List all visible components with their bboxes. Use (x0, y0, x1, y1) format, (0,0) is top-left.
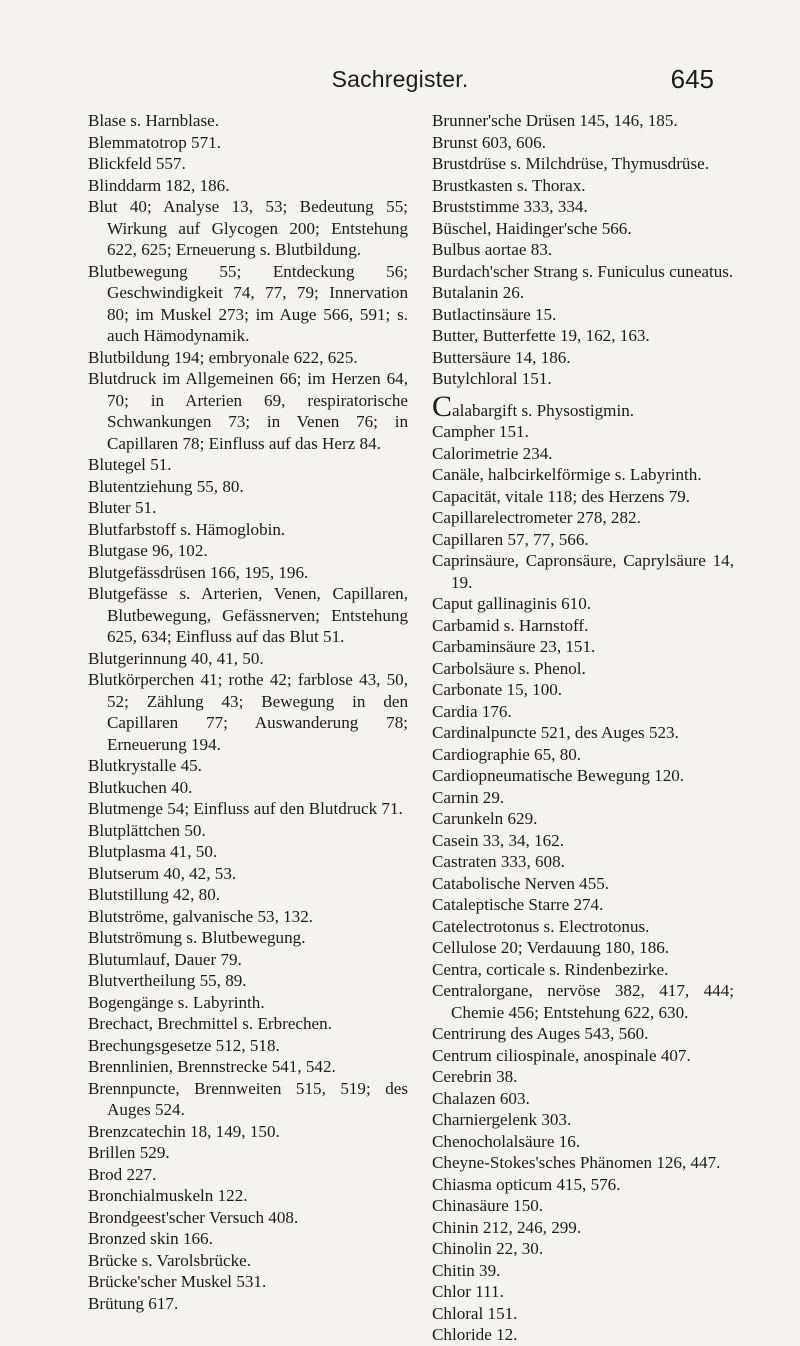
index-entry: Blickfeld 557. (88, 154, 186, 173)
index-entry: Cheyne-Stokes'sches Phänomen 126, 447. (432, 1153, 721, 1172)
index-entry: Castraten 333, 608. (432, 852, 565, 871)
index-entry: Bronchialmuskeln 122. (88, 1186, 248, 1205)
index-entry: Blutplasma 41, 50. (88, 842, 218, 861)
index-entry: Bronzed skin 166. (88, 1229, 213, 1248)
index-entry: Chiasma opticum 415, 576. (432, 1174, 621, 1194)
index-entry: Chitin 39. (432, 1260, 501, 1280)
index-entry: Blutgefässe s. Arterien, Venen, Capillaren, Blutbewegung, Gefässnerven; Entstehung 625, 634; Einfluss auf das Blut 51. (88, 584, 408, 646)
index-entry: Brechungsgesetze 512, 518. (88, 1035, 280, 1055)
index-entry: Brunst 603, 606. (432, 132, 546, 152)
index-entry: Chloride 12. (432, 1325, 518, 1344)
index-entry: Butalanin 26. (432, 283, 525, 302)
index-entry: Calorimetrie 234. (432, 443, 553, 463)
index-entry: Blutströmung s. Blutbewegung. (88, 928, 306, 947)
index-entry: Blase s. Harnblase. (88, 111, 220, 130)
index-entry: Brechact, Brechmittel s. Erbrechen. (88, 1014, 332, 1033)
index-entry: Catelectrotonus s. Electrotonus. (432, 916, 650, 936)
index-entry: Blutdruck im Allgemeinen 66; im Herzen 64, 70; in Arterien 69, respiratorische Schwankungen 73; in Venen 76; in Capillaren 78; Einfluss auf das Herz 84. (88, 369, 408, 453)
index-entry: Carnin 29. (432, 787, 505, 807)
running-title: Sachregister. (331, 66, 469, 92)
index-entry: Brütung 617. (88, 1293, 179, 1313)
page-header (0, 66, 800, 96)
index-entry: Cardiographie 65, 80. (432, 744, 582, 764)
index-entry: Centralorgane, nervöse 382, 417, 444; Chemie 456; Entstehung 622, 630. (432, 981, 734, 1022)
index-entry: Blutkrystalle 45. (88, 756, 202, 775)
index-entry: Capacität, vitale 118; des Herzens 79. (432, 486, 691, 506)
index-entry: Cardia 176. (432, 701, 512, 721)
index-entry: Blutkörperchen 41; rothe 42; farblose 43, 50, 52; Zählung 43; Bewegung in den Capillaren 77; Auswanderung 78; Erneuerung 194. (88, 670, 408, 754)
index-entry: Blutentziehung 55, 80. (88, 476, 244, 496)
index-entry: Brustdrüse s. Milchdrüse, Thymusdrüse. (432, 154, 709, 173)
index-entry: Carbamid s. Harnstoff. (432, 615, 589, 635)
index-entry: Centrirung des Auges 543, 560. (432, 1024, 649, 1043)
index-entry: Brondgeest'scher Versuch 408. (88, 1207, 299, 1227)
index-entry: Blutkuchen 40. (88, 777, 193, 797)
index-entry: Butter, Butterfette 19, 162, 163. (432, 326, 650, 345)
index-entry: Blutvertheilung 55, 89. (88, 971, 247, 990)
index-entry: Cardinalpuncte 521, des Auges 523. (432, 723, 679, 742)
index-entry: Carunkeln 629. (432, 809, 538, 828)
index-entry: Blutbewegung 55; Entdeckung 56; Geschwindigkeit 74, 77, 79; Innervation 80; im Muskel 273; im Auge 566, 591; s. auch Hämodynamik. (88, 261, 408, 345)
index-entry: Bogengänge s. Labyrinth. (88, 992, 265, 1012)
index-entry: Canäle, halbcirkelförmige s. Labyrinth. (432, 465, 702, 484)
index-entry: Chinasäure 150. (432, 1196, 544, 1215)
index-entry: Chloral 151. (432, 1303, 518, 1323)
index-entry: Brenzcatechin 18, 149, 150. (88, 1121, 280, 1141)
index-entry: Centrum ciliospinale, anospinale 407. (432, 1045, 691, 1065)
index-entry: Bluter 51. (88, 498, 157, 517)
index-entry: Cataleptische Starre 274. (432, 895, 604, 914)
index-entry: Blutplättchen 50. (88, 820, 206, 840)
page-number: 645 (670, 64, 714, 94)
index-entry: Butlactinsäure 15. (432, 304, 557, 324)
left-index-column (88, 110, 408, 1314)
index-entry: Capillaren 57, 77, 566. (432, 529, 589, 549)
index-entry: Blutgase 96, 102. (88, 541, 208, 560)
index-entry: Caput gallinaginis 610. (432, 594, 592, 613)
index-entry: Bruststimme 333, 334. (432, 197, 588, 216)
index-entry: Büschel, Haidinger'sche 566. (432, 218, 632, 238)
index-entry: Cellulose 20; Verdauung 180, 186. (432, 938, 670, 957)
right-index-column (432, 110, 734, 1346)
index-entry: Blutegel 51. (88, 455, 172, 474)
index-entry: Chenocholalsäure 16. (432, 1131, 581, 1151)
index-entry: Blutgerinnung 40, 41, 50. (88, 648, 264, 668)
index-entry: Brennlinien, Brennstrecke 541, 542. (88, 1057, 336, 1076)
index-entry: Caprinsäure, Capronsäure, Caprylsäure 14, 19. (432, 551, 734, 592)
index-entry: Chlor 111. (432, 1282, 504, 1301)
index-entry: Chinin 212, 246, 299. (432, 1217, 582, 1237)
index-entry: Buttersäure 14, 186. (432, 347, 571, 367)
index-entry: Butylchloral 151. (432, 369, 552, 388)
index-entry: Blinddarm 182, 186. (88, 175, 230, 195)
index-entry: Chinolin 22, 30. (432, 1239, 544, 1258)
index-entry: Centra, corticale s. Rindenbezirke. (432, 959, 669, 979)
index-entry: Burdach'scher Strang s. Funiculus cuneatus. (432, 261, 734, 281)
index-entry: Casein 33, 34, 162. (432, 830, 564, 850)
index-entry: Blut 40; Analyse 13, 53; Bedeutung 55; Wirkung auf Glycogen 200; Entstehung 622, 625; Erneuerung s. Blutbildung. (88, 197, 408, 259)
index-entry: Catabolische Nerven 455. (432, 873, 610, 893)
index-entry: Bulbus aortae 83. (432, 240, 553, 259)
index-entry: Charniergelenk 303. (432, 1110, 572, 1129)
index-entry: Cerebrin 38. (432, 1067, 518, 1086)
index-entry: Blutumlauf, Dauer 79. (88, 949, 242, 969)
index-entry: Brillen 529. (88, 1143, 170, 1162)
index-entry: Brennpuncte, Brennweiten 515, 519; des Auges 524. (88, 1078, 408, 1119)
index-entry: Blutströme, galvanische 53, 132. (88, 906, 314, 926)
index-entry: Brustkasten s. Thorax. (432, 175, 586, 195)
index-entry: Blutstillung 42, 80. (88, 885, 221, 904)
index-entry: Brücke s. Varolsbrücke. (88, 1250, 251, 1270)
index-entry: Cardiopneumatische Bewegung 120. (432, 766, 685, 785)
index-entry: Carbolsäure s. Phenol. (432, 658, 586, 678)
index-entry: Brod 227. (88, 1164, 157, 1184)
index-entry: Carbonate 15, 100. (432, 680, 563, 699)
index-entry: Blutbildung 194; embryonale 622, 625. (88, 347, 358, 367)
index-entry: Blutserum 40, 42, 53. (88, 863, 237, 883)
index-entry: Blutgefässdrüsen 166, 195, 196. (88, 562, 309, 582)
index-entry: Brücke'scher Muskel 531. (88, 1272, 267, 1291)
index-entry: Blutmenge 54; Einfluss auf den Blutdruck 71. (88, 799, 403, 818)
index-entry: Carbaminsäure 23, 151. (432, 637, 596, 656)
index-entry: Calabargift s. Physostigmin. (432, 389, 635, 423)
index-entry: Capillarelectrometer 278, 282. (432, 508, 641, 527)
index-entry: Brunner'sche Drüsen 145, 146, 185. (432, 111, 678, 130)
index-entry: Blutfarbstoff s. Hämoglobin. (88, 519, 286, 539)
index-entry: Chalazen 603. (432, 1088, 530, 1108)
index-entry: Blemmatotrop 571. (88, 132, 221, 152)
index-entry: Campher 151. (432, 422, 529, 441)
